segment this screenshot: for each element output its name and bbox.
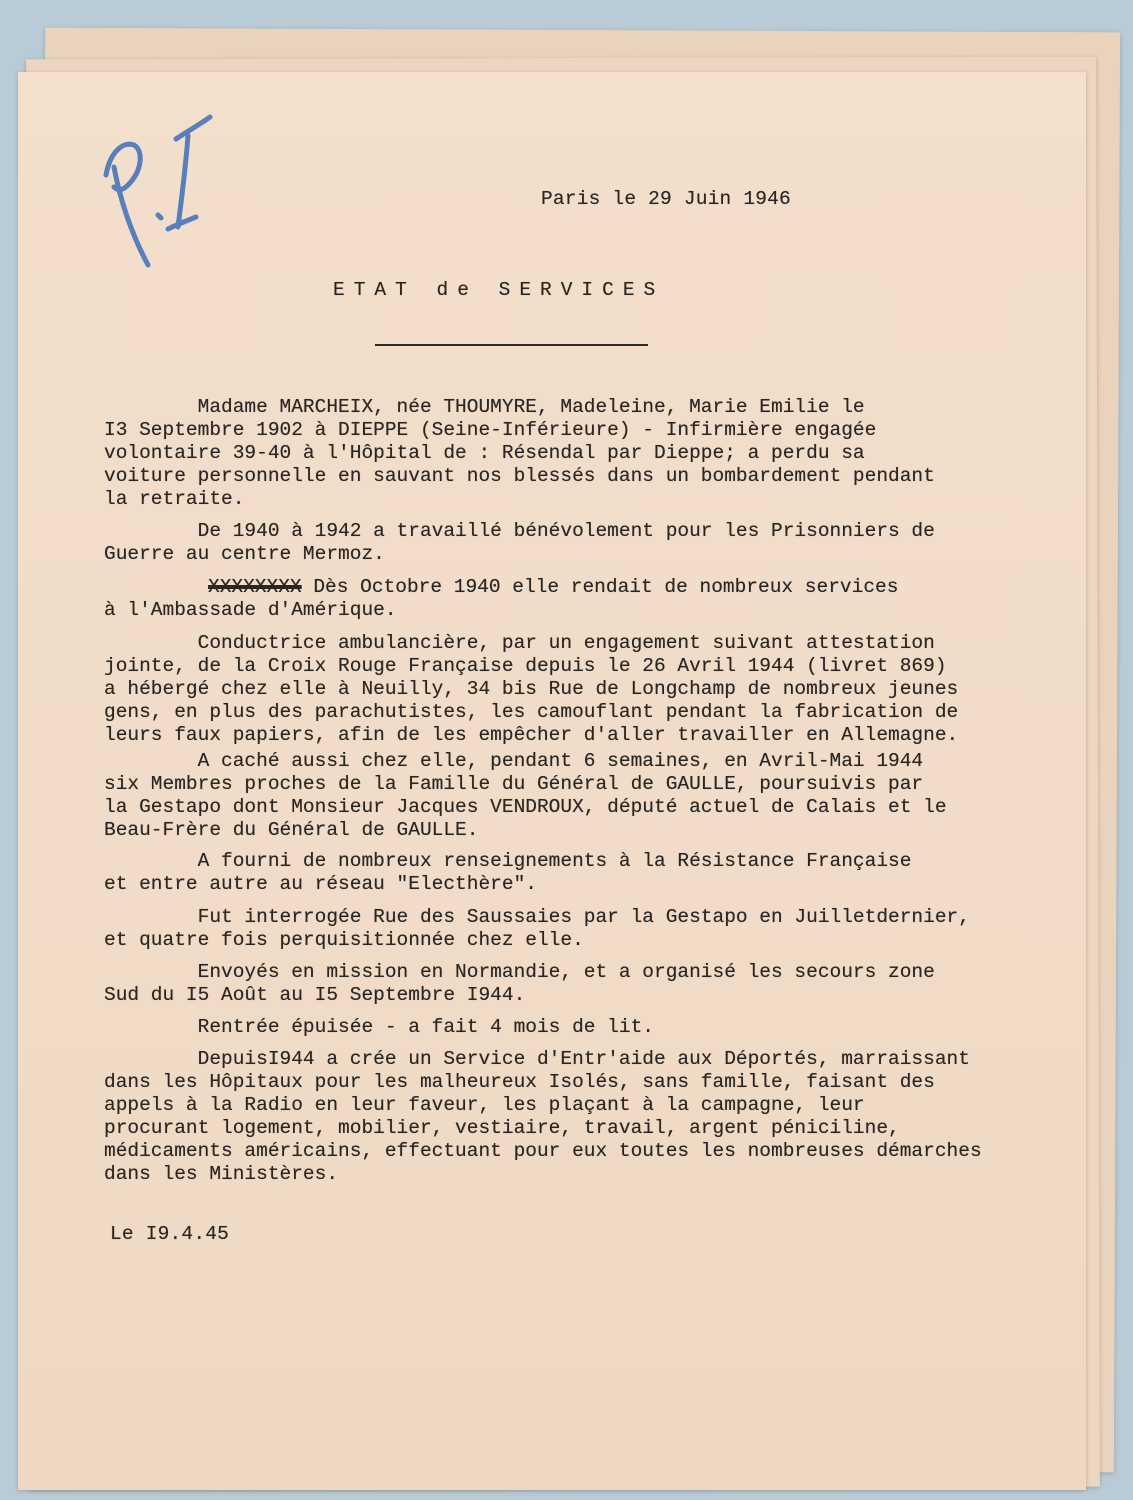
text-line: A caché aussi chez elle, pendant 6 semaines, en Avril-Mai 1944 xyxy=(104,750,924,772)
text-line: A fourni de nombreux renseignements à la Résistance Française xyxy=(104,850,912,872)
text-line: I3 Septembre 1902 à DIEPPE (Seine-Inférieure) - Infirmière engagée xyxy=(104,419,877,441)
title-underline xyxy=(375,344,648,346)
text-line: Guerre au centre Mermoz. xyxy=(104,543,385,565)
text-line: Sud du I5 Août au I5 Septembre I944. xyxy=(104,984,526,1006)
text-line: à l'Ambassade d'Amérique. xyxy=(104,599,397,621)
document-title: ETAT de SERVICES xyxy=(333,279,665,301)
text-line: Madame MARCHEIX, née THOUMYRE, Madeleine, Marie Emilie le xyxy=(104,396,865,418)
text-line: Envoyés en mission en Normandie, et a organisé les secours zone xyxy=(104,961,935,983)
text-line: voiture personnelle en sauvant nos blessés dans un bombardement pendant xyxy=(104,465,935,487)
struck-out-text: XXXXXXXX xyxy=(208,576,302,598)
text-line: DepuisI944 a crée un Service d'Entr'aide aux Déportés, marraissant xyxy=(104,1048,970,1070)
text-line: Fut interrogée Rue des Saussaies par la Gestapo en Juilletdernier, xyxy=(104,906,970,928)
text-line: six Membres proches de la Famille du Général de GAULLE, poursuivis par xyxy=(104,773,924,795)
text-line-with-strike xyxy=(208,576,898,599)
date-line: Paris le 29 Juin 1946 xyxy=(541,188,791,210)
text-line: a hébergé chez elle à Neuilly, 34 bis Rue de Longchamp de nombreux jeunes xyxy=(104,678,959,700)
footer-date: Le I9.4.45 xyxy=(110,1223,230,1245)
text-line: dans les Ministères. xyxy=(104,1163,339,1185)
text-line: la Gestapo dont Monsieur Jacques VENDROUX, député actuel de Calais et le xyxy=(104,796,947,818)
text-line: médicaments américains, effectuant pour eux toutes les nombreuses démarches xyxy=(104,1140,982,1162)
text-line: Rentrée épuisée - a fait 4 mois de lit. xyxy=(104,1016,654,1038)
handwritten-annotation xyxy=(92,105,222,275)
text-line: Beau-Frère du Général de GAULLE. xyxy=(104,819,479,841)
text-line: dans les Hôpitaux pour les malheureux Isolés, sans famille, faisant des xyxy=(104,1071,935,1093)
text-line: jointe, de la Croix Rouge Française depuis le 26 Avril 1944 (livret 869) xyxy=(104,655,947,677)
text-line: volontaire 39-40 à l'Hôpital de : Résendal par Dieppe; a perdu sa xyxy=(104,442,865,464)
text-line: leurs faux papiers, afin de les empêcher d'aller travailler en Allemagne. xyxy=(104,724,959,746)
text-line: la retraite. xyxy=(104,488,245,510)
text-line: et quatre fois perquisitionnée chez elle. xyxy=(104,929,584,951)
text-line: Dès Octobre 1940 elle rendait de nombreux services xyxy=(301,576,899,598)
text-line: De 1940 à 1942 a travaillé bénévolement pour les Prisonniers de xyxy=(104,520,935,542)
text-line: gens, en plus des parachutistes, les camouflant pendant la fabrication de xyxy=(104,701,959,723)
text-line: Conductrice ambulancière, par un engagement suivant attestation xyxy=(104,632,935,654)
text-line: et entre autre au réseau "Electhère". xyxy=(104,873,537,895)
text-line: appels à la Radio en leur faveur, les plaçant à la campagne, leur xyxy=(104,1094,865,1116)
text-line: procurant logement, mobilier, vestiaire, travail, argent péniciline, xyxy=(104,1117,900,1139)
